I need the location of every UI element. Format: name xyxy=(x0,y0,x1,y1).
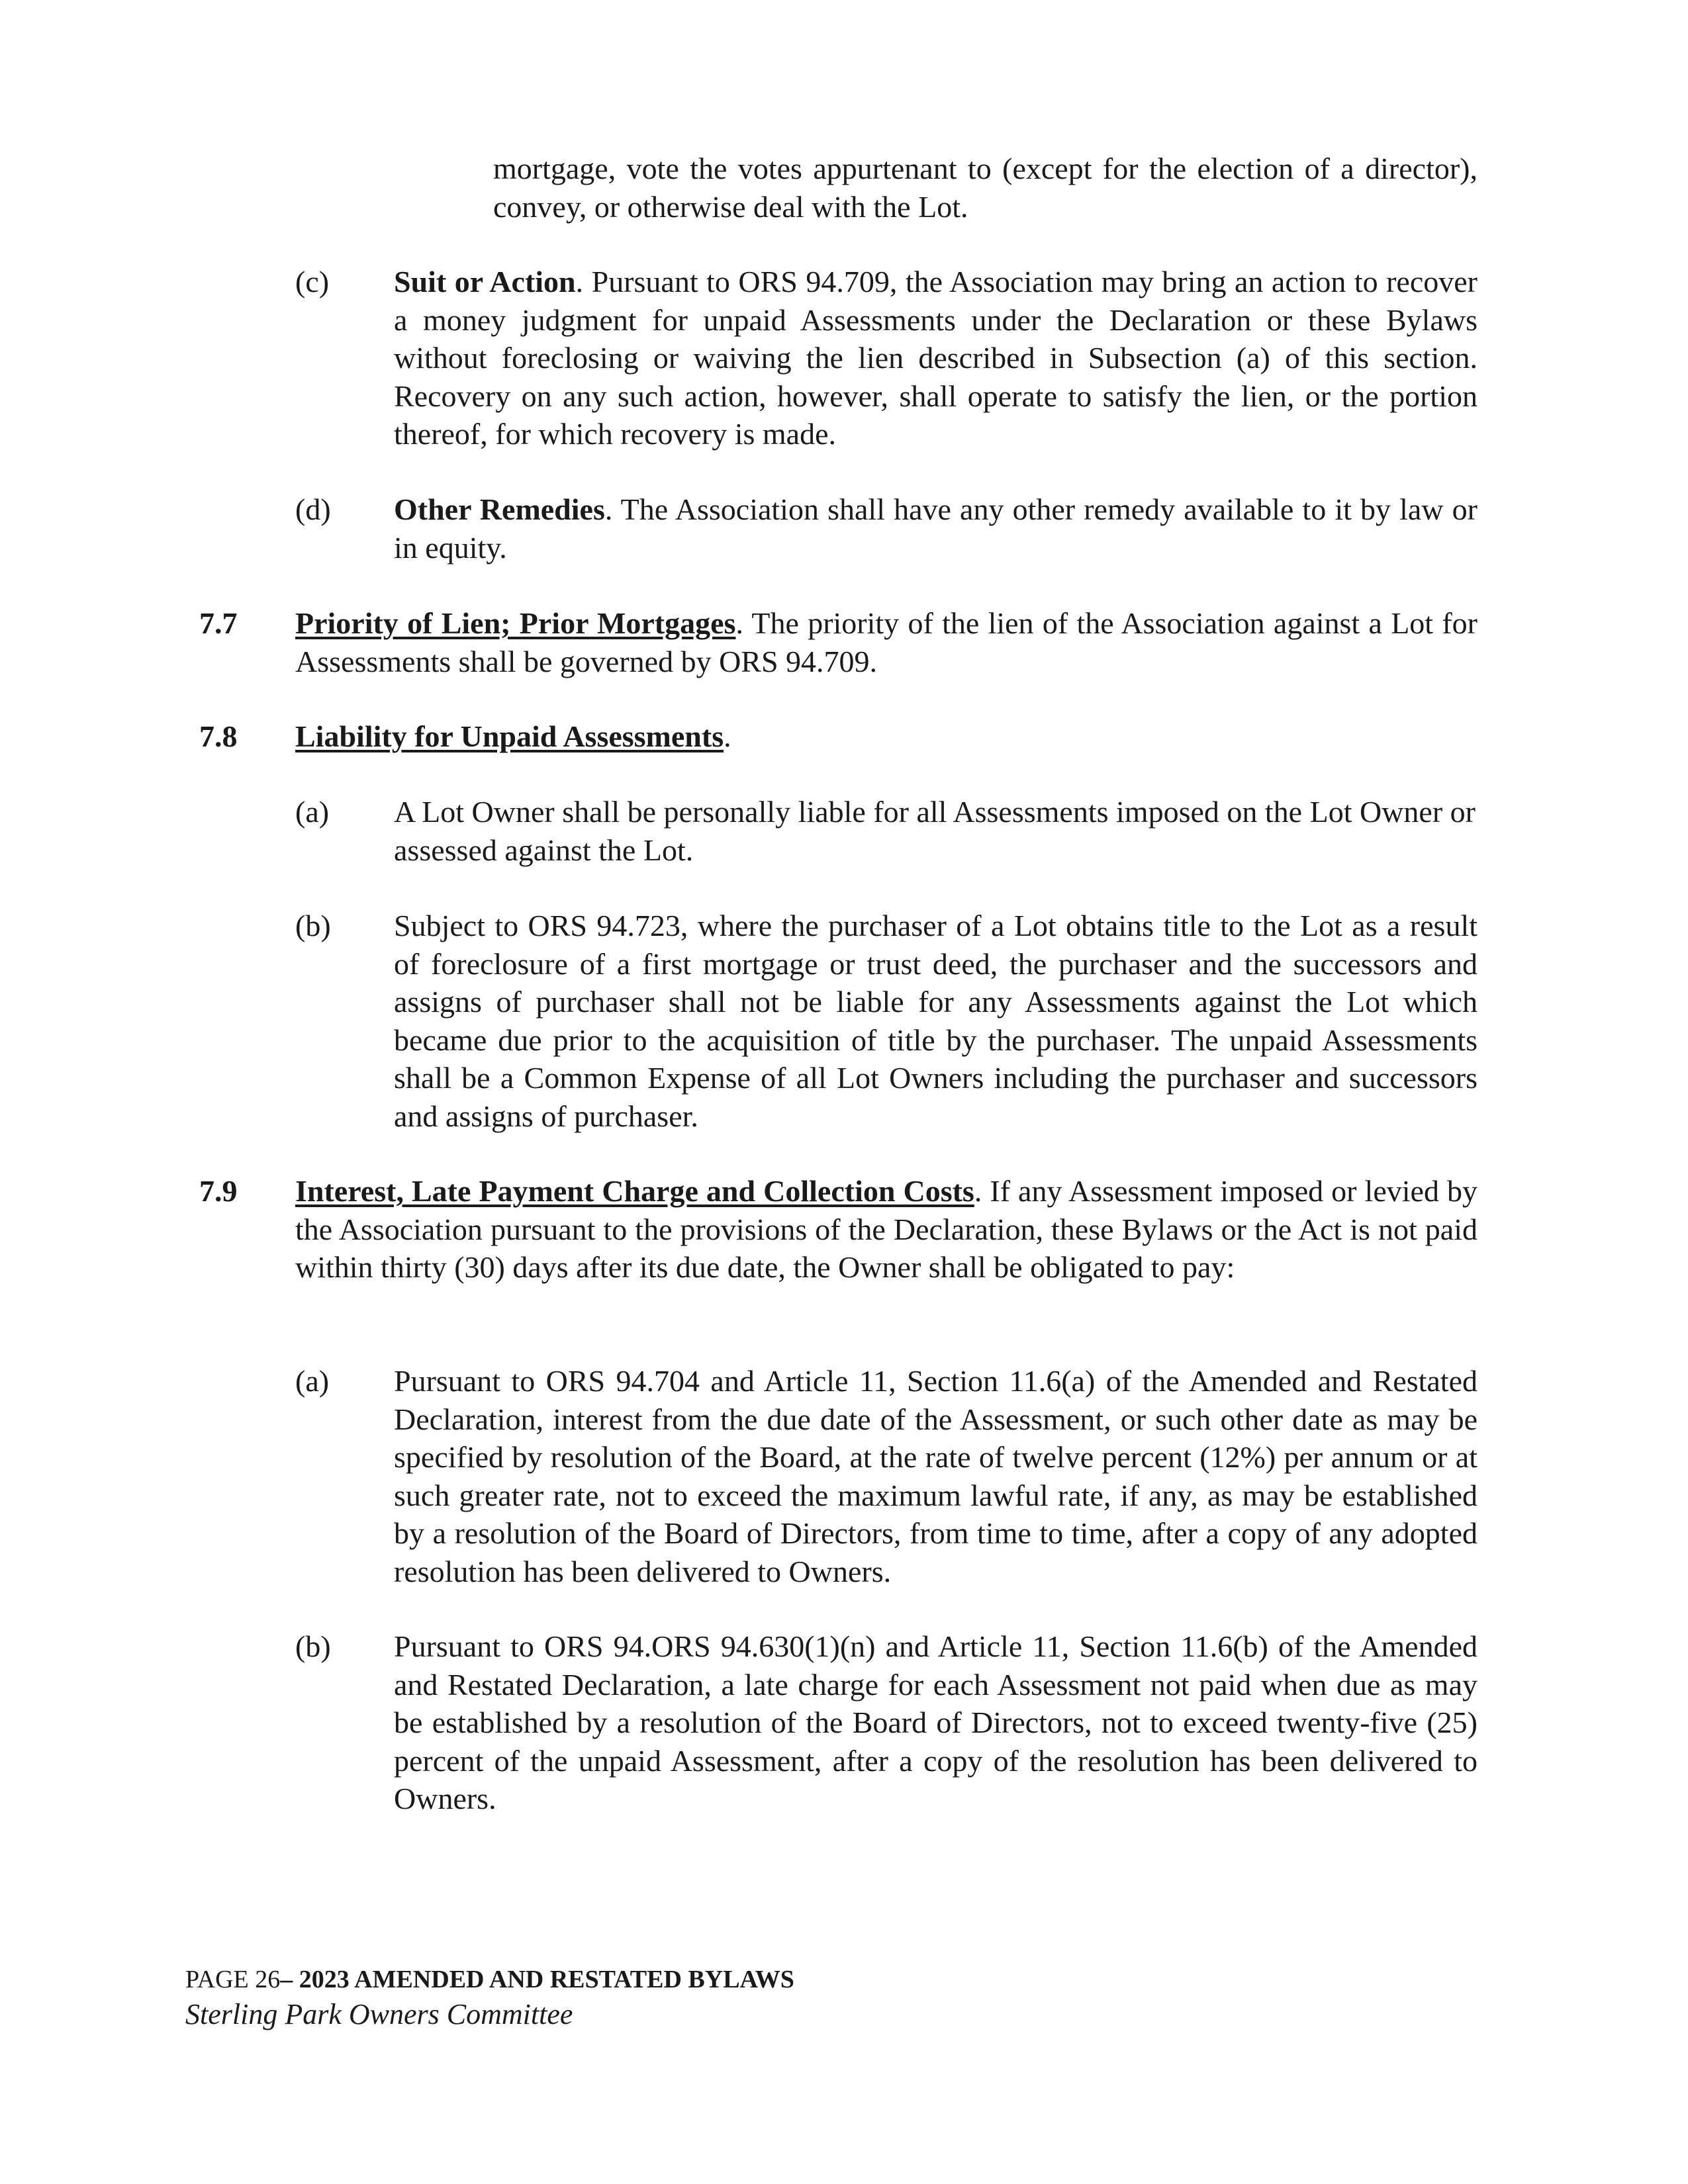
subsection-heading: Other Remedies xyxy=(394,492,605,526)
subsection-label-b: (b) xyxy=(295,909,331,942)
document-title: – 2023 AMENDED AND RESTATED BYLAWS xyxy=(280,1966,794,1993)
section-priority-of-lien xyxy=(295,604,1477,680)
subsection-label-c: (c) xyxy=(295,265,330,298)
page-footer-title xyxy=(185,1964,794,1995)
subsection-paragraph: A Lot Owner shall be personally liable for all Assessments imposed on the Lot Owner or assessed against the Lot. xyxy=(394,795,1476,867)
section-heading: Priority of Lien; Prior Mortgages xyxy=(295,606,736,640)
section-liability-unpaid xyxy=(295,717,1477,756)
section-text: . xyxy=(724,719,731,753)
subsection-paragraph: Subject to ORS 94.723, where the purchaser of a Lot obtains title to the Lot as a result of foreclosure of a first mortgage or trust deed, the purchaser and the successors and assigns of purchaser shall not be liable for any Assessments against the Lot which became due prior to the acquisition of title by the purchaser. The unpaid Assessments shall be a Common Expense of all Lot Owners including the purchaser and successors and assigns of purchaser. xyxy=(394,909,1477,1133)
subsection-text: . Pursuant to ORS 94.709, the Association may bring an action to recover a money judgment for unpaid Assessments under the Declaration or these Bylaws without foreclosing or waiving the lien described in Subsection (a) of this section. Recovery on any such action, however, shall operate to satisfy the lien, or the portion thereof, for which recovery is made. xyxy=(394,265,1477,451)
subsection-label-d: (d) xyxy=(295,492,331,526)
organization-name: Sterling Park Owners Committee xyxy=(185,1998,573,2030)
subsection-suit-or-action xyxy=(394,263,1477,453)
subsection-other-remedies xyxy=(394,490,1477,567)
subsection-label-a: (a) xyxy=(295,795,330,829)
section-heading: Interest, Late Payment Charge and Collection Costs xyxy=(295,1174,974,1208)
subsection-paragraph: Pursuant to ORS 94.704 and Article 11, Section 11.6(a) of the Amended and Restated Declaration, interest from the due date of the Assessment, or such other date as may be specified by resolution of the Board, at the rate of twelve percent (12%) per annum or at such greater rate, not to exceed the maximum lawful rate, if any, as may be established by a resolution of the Board of Directors, from time to time, after a copy of any adopted resolution has been delivered to Owners. xyxy=(394,1364,1477,1588)
subsection-label-b: (b) xyxy=(295,1629,331,1663)
page-number: PAGE 26 xyxy=(185,1966,281,1993)
section-heading: Liability for Unpaid Assessments xyxy=(295,719,724,753)
subsection-heading: Suit or Action xyxy=(394,265,576,298)
subsection-label-a: (a) xyxy=(295,1364,330,1398)
section-number-7-9: 7.9 xyxy=(199,1174,238,1208)
subsection-paragraph: Pursuant to ORS 94.ORS 94.630(1)(n) and Article 11, Section 11.6(b) of the Amended and Restated Declaration, a late charge for each Assessment not paid when due as may be established by a resolution of the Board of Directors, not to exceed twenty-five (25) percent of the unpaid Assessment, after a copy of the resolution has been delivered to Owners. xyxy=(394,1629,1477,1815)
section-interest-late-payment xyxy=(295,1172,1477,1287)
section-text: . If any Assessment imposed or levied by the Association pursuant to the provisions of the Declaration, these Bylaws or the Act is not paid within thirty (30) days after its due date, the Owner shall be obligated to pay: xyxy=(295,1174,1477,1284)
subsection-text: . The Association shall have any other remedy available to it by law or in equity. xyxy=(394,492,1477,565)
section-text: . The priority of the lien of the Association against a Lot for Assessments shall be governed by ORS 94.709. xyxy=(295,606,1477,678)
carryover-paragraph: mortgage, vote the votes appurtenant to (except for the election of a director), convey, or otherwise deal with the Lot. xyxy=(493,152,1477,224)
section-number-7-8: 7.8 xyxy=(199,719,238,753)
section-number-7-7: 7.7 xyxy=(199,606,238,640)
